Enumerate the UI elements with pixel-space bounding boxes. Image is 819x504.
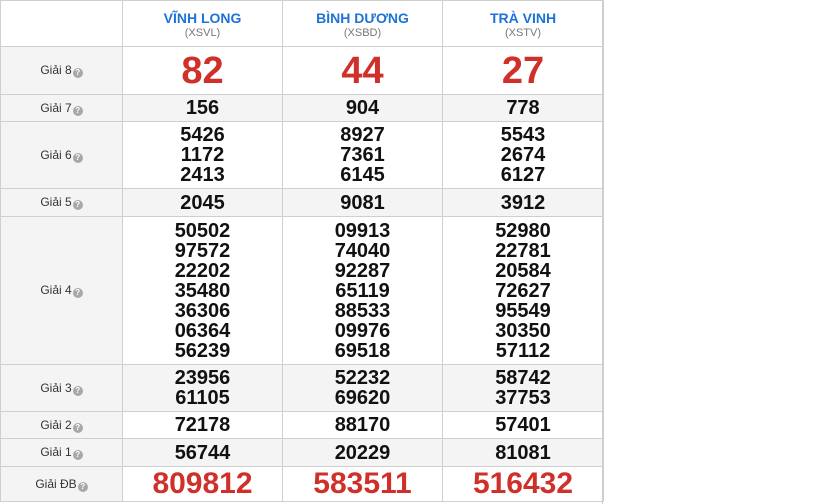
prize-value-cell <box>283 365 443 412</box>
prize-number: 35480 <box>174 279 231 302</box>
prize-number: 57112 <box>495 339 551 362</box>
prize-label: Giải 4 <box>40 283 72 297</box>
prize-number: 61105 <box>175 387 230 409</box>
prize-number: 156 <box>185 97 220 119</box>
prize-value-cell <box>123 189 283 217</box>
prize-number: 9081 <box>340 191 385 214</box>
prize-number: 23956 <box>174 367 231 389</box>
prize-value-cell <box>443 439 604 467</box>
question-circle-icon[interactable]: ? <box>73 288 83 298</box>
prize-row-g4 <box>1 217 604 365</box>
prize-label: Giải 7 <box>40 100 72 115</box>
prize-number: 88533 <box>334 299 391 322</box>
prize-value-cell <box>443 365 604 412</box>
prize-number: 44 <box>341 49 384 92</box>
prize-number: 37753 <box>495 387 551 409</box>
prize-number: 30350 <box>495 319 551 342</box>
prize-number: 57401 <box>495 414 551 436</box>
prize-number: 92287 <box>334 259 391 282</box>
prize-number: 88170 <box>334 414 391 436</box>
prize-row-db <box>1 467 604 502</box>
prize-number: 20229 <box>334 441 391 464</box>
prize-value-cell <box>443 217 604 365</box>
prize-value-cell <box>443 467 604 502</box>
prize-number: 65119 <box>335 279 390 302</box>
question-circle-icon[interactable]: ? <box>73 200 83 210</box>
prize-number: 6145 <box>340 164 385 186</box>
prize-value-cell <box>123 95 283 122</box>
province-header-tra-vinh <box>443 1 604 47</box>
prize-number: 5426 <box>180 124 225 146</box>
prize-number: 7361 <box>340 144 385 166</box>
province-name[interactable]: VĨNH LONG <box>163 9 242 26</box>
prize-number: 58742 <box>495 367 551 389</box>
prize-value-cell <box>123 47 283 95</box>
prize-value-cell <box>123 122 283 189</box>
prize-label: Giải 5 <box>40 195 72 209</box>
prize-value-cell <box>283 95 443 122</box>
prize-number: 27 <box>501 49 545 92</box>
prize-label: Giải 1 <box>40 445 72 459</box>
prize-value-cell <box>443 47 604 95</box>
prize-number: 22202 <box>174 259 231 282</box>
prize-value-cell <box>443 189 604 217</box>
prize-number: 2413 <box>180 164 225 186</box>
prize-label-cell <box>1 95 123 122</box>
prize-number: 516432 <box>472 467 574 500</box>
province-header-vinh-long <box>123 1 283 47</box>
prize-number: 583511 <box>313 467 412 500</box>
prize-row-g7 <box>1 95 604 122</box>
prize-number: 74040 <box>334 239 391 262</box>
province-name[interactable]: TRÀ VINH <box>489 9 557 26</box>
prize-value-cell <box>123 467 283 502</box>
prize-row-g3 <box>1 365 604 412</box>
prize-label-cell <box>1 365 123 412</box>
prize-label: Giải 8 <box>40 63 72 77</box>
question-circle-icon[interactable]: ? <box>78 482 88 492</box>
prize-label: Giải ĐB <box>35 476 77 491</box>
prize-number: 20584 <box>495 259 551 282</box>
prize-number: 904 <box>345 97 380 119</box>
prize-number: 2045 <box>180 191 225 214</box>
prize-number: 72627 <box>495 279 551 302</box>
prize-value-cell <box>123 217 283 365</box>
prize-value-cell <box>123 439 283 467</box>
prize-row-g5 <box>1 189 604 217</box>
prize-number: 56744 <box>174 441 231 464</box>
prize-number: 06364 <box>174 319 231 342</box>
prize-label: Giải 6 <box>40 147 72 162</box>
province-code: (XSTV) <box>504 26 542 39</box>
prize-number: 3912 <box>500 191 546 214</box>
prize-number: 95549 <box>495 299 551 322</box>
prize-row-g6 <box>1 122 604 189</box>
prize-label-cell <box>1 439 123 467</box>
prize-value-cell <box>443 95 604 122</box>
prize-number: 6127 <box>500 164 546 186</box>
prize-number: 22781 <box>495 239 551 262</box>
prize-label-cell <box>1 189 123 217</box>
question-circle-icon[interactable]: ? <box>73 450 83 460</box>
question-circle-icon[interactable]: ? <box>73 153 83 163</box>
prize-number: 50502 <box>174 219 231 242</box>
prize-value-cell <box>283 189 443 217</box>
prize-number: 2674 <box>500 144 546 166</box>
prize-number: 1172 <box>180 144 225 166</box>
prize-number: 72178 <box>174 414 231 436</box>
prize-number: 09976 <box>334 319 391 342</box>
prize-value-cell <box>443 122 604 189</box>
province-code: (XSVL) <box>184 26 221 39</box>
prize-value-cell <box>123 412 283 439</box>
prize-label-cell <box>1 122 123 189</box>
prize-number: 36306 <box>174 299 231 322</box>
question-circle-icon[interactable]: ? <box>73 423 83 433</box>
province-header-binh-duong <box>283 1 443 47</box>
prize-value-cell <box>123 365 283 412</box>
prize-value-cell <box>283 439 443 467</box>
question-circle-icon[interactable]: ? <box>73 106 83 116</box>
prize-row-g8 <box>1 47 604 95</box>
prize-number: 69620 <box>334 387 391 409</box>
header-corner <box>1 1 123 47</box>
prize-number: 09913 <box>334 219 391 242</box>
prize-number: 809812 <box>152 467 253 500</box>
prize-value-cell <box>283 47 443 95</box>
prize-number: 81081 <box>495 441 551 464</box>
prize-number: 97572 <box>174 239 231 262</box>
prize-number: 56239 <box>174 339 231 362</box>
prize-label: Giải 2 <box>40 417 72 432</box>
prize-value-cell <box>283 467 443 502</box>
prize-label: Giải 3 <box>40 380 72 395</box>
prize-number: 8927 <box>340 124 385 146</box>
prize-value-cell <box>283 412 443 439</box>
province-name[interactable]: BÌNH DƯƠNG <box>316 9 409 26</box>
prize-number: 778 <box>506 97 540 119</box>
prize-number: 5543 <box>500 124 546 146</box>
province-code: (XSBD) <box>343 26 382 39</box>
prize-label-cell <box>1 217 123 365</box>
prize-row-g1 <box>1 439 604 467</box>
prize-number: 52980 <box>495 219 551 242</box>
prize-number: 82 <box>181 49 224 92</box>
question-circle-icon[interactable]: ? <box>73 68 83 78</box>
question-circle-icon[interactable]: ? <box>73 386 83 396</box>
prize-value-cell <box>283 122 443 189</box>
prize-value-cell <box>443 412 604 439</box>
province-header-row <box>1 1 604 47</box>
prize-label-cell <box>1 467 123 502</box>
prize-row-g2 <box>1 412 604 439</box>
prize-number: 69518 <box>334 339 391 362</box>
prize-value-cell <box>283 217 443 365</box>
prize-label-cell <box>1 412 123 439</box>
prize-label-cell <box>1 47 123 95</box>
table-right-rule <box>602 0 603 504</box>
prize-number: 52232 <box>334 367 391 389</box>
